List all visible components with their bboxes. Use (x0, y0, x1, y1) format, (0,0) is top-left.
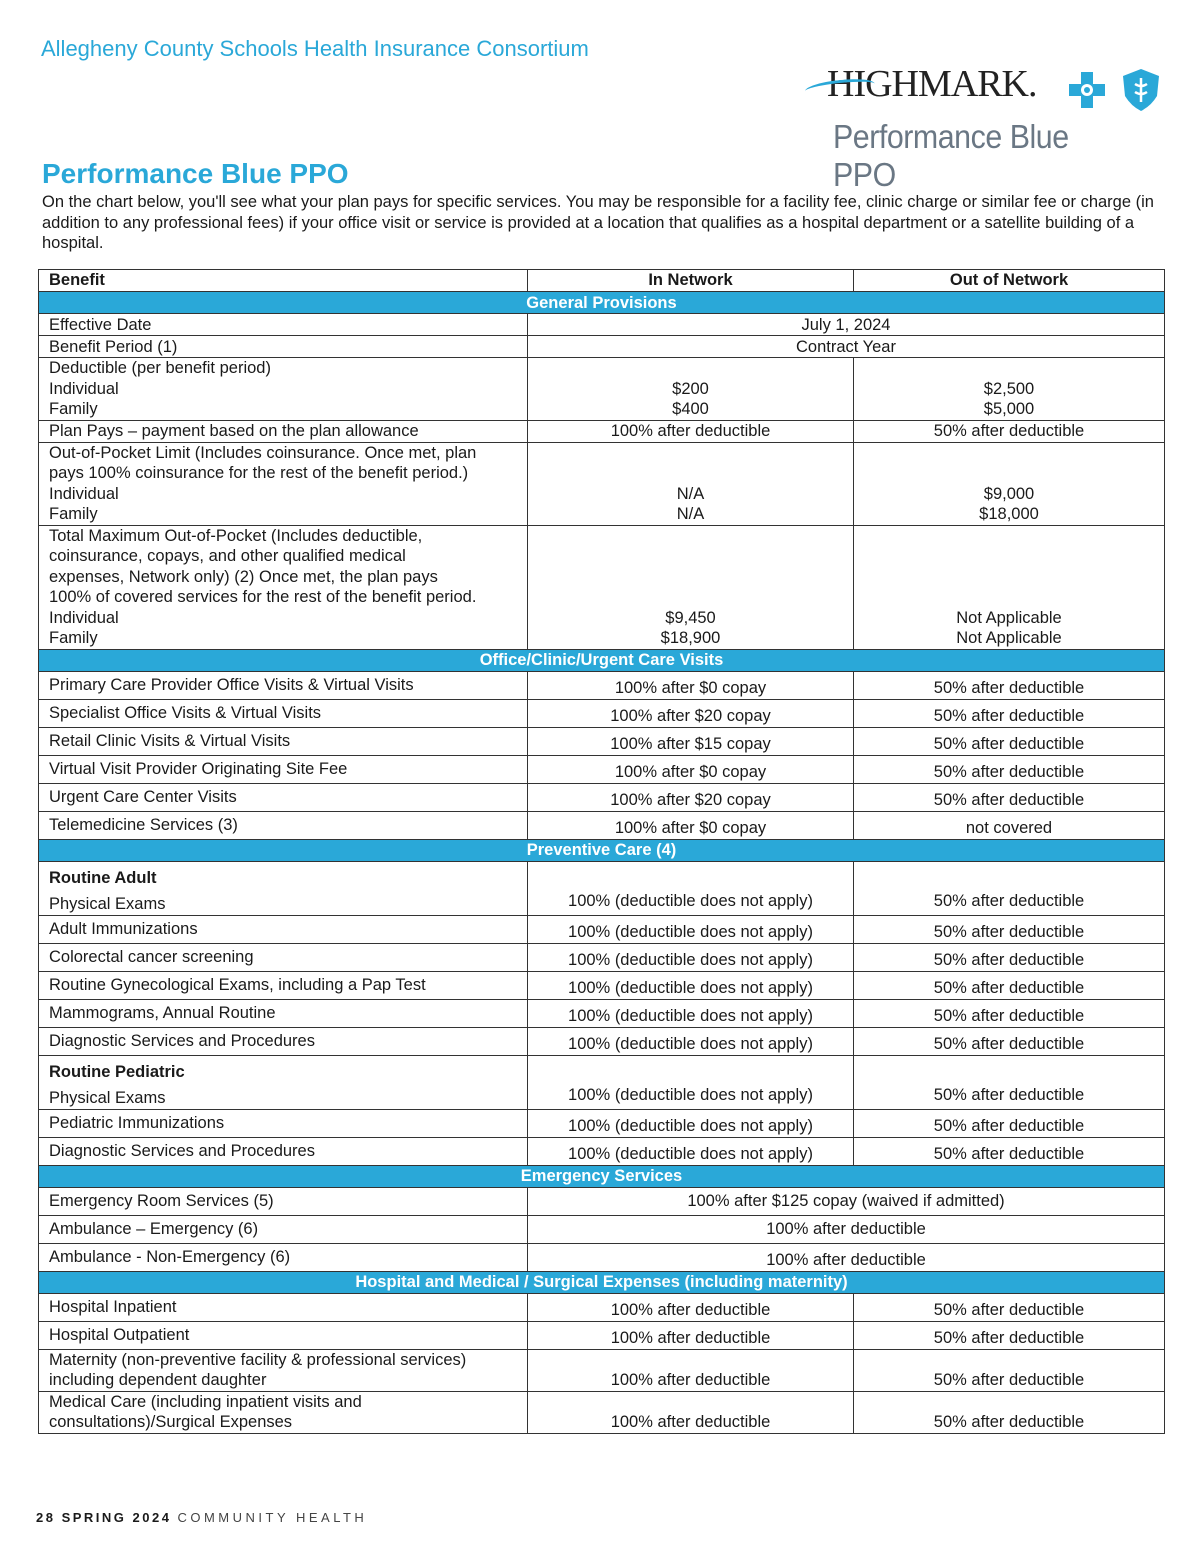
logo-subtitle: Performance Blue PPO (833, 118, 1069, 193)
plan-pays-in-network: 100% after deductible (528, 420, 854, 442)
benefit-label: Diagnostic Services and Procedures (39, 1137, 528, 1165)
out-network-value: 50% after deductible (854, 1055, 1165, 1109)
out-network-value: 50% after deductible (854, 1293, 1165, 1321)
header-benefit: Benefit (39, 270, 528, 292)
benefit-label: Diagnostic Services and Procedures (39, 1027, 528, 1055)
benefit-label: Adult Immunizations (39, 915, 528, 943)
footer-issue: 28 SPRING 2024 (36, 1510, 172, 1525)
out-network-value: 50% after deductible (854, 1391, 1165, 1433)
out-network-value: 50% after deductible (854, 943, 1165, 971)
effective-date-value: July 1, 2024 (528, 314, 1165, 336)
benefit-label: Pediatric Immunizations (39, 1109, 528, 1137)
combined-value: 100% after deductible (528, 1215, 1165, 1243)
benefit-label: Ambulance – Emergency (6) (39, 1215, 528, 1243)
benefit-period-value: Contract Year (528, 336, 1165, 358)
out-network-value: 50% after deductible (854, 999, 1165, 1027)
section-preventive-care: Preventive Care (4) (39, 839, 1165, 861)
in-network-value: 100% (deductible does not apply) (528, 915, 854, 943)
logo-wordmark: HIGHMARK. (827, 62, 1037, 106)
in-network-value: 100% after $0 copay (528, 811, 854, 839)
table-row (39, 1109, 1165, 1137)
benefit-label: Retail Clinic Visits & Virtual Visits (39, 727, 528, 755)
in-network-value: 100% (deductible does not apply) (528, 999, 854, 1027)
benefit-label: Mammograms, Annual Routine (39, 999, 528, 1027)
table-row (39, 943, 1165, 971)
out-network-value: 50% after deductible (854, 699, 1165, 727)
out-network-value: 50% after deductible (854, 1349, 1165, 1391)
in-network-value: 100% after deductible (528, 1293, 854, 1321)
out-of-pocket-label: Out-of-Pocket Limit (Includes coinsurance. Once met, plan pays 100% coinsurance for the rest of the benefit period.) Individual Family (39, 442, 528, 525)
header-out-network: Out of Network (854, 270, 1165, 292)
out-network-value: 50% after deductible (854, 915, 1165, 943)
highmark-logo (805, 58, 1165, 193)
deductible-out-network: $2,500 $5,000 (854, 358, 1165, 421)
page-footer (36, 1510, 367, 1525)
in-network-value: 100% after $15 copay (528, 727, 854, 755)
table-row (39, 1137, 1165, 1165)
in-network-value: 100% after deductible (528, 1321, 854, 1349)
page-title: Performance Blue PPO (42, 158, 349, 189)
table-row (39, 811, 1165, 839)
benefit-label: Hospital Inpatient (39, 1293, 528, 1321)
table-row (39, 861, 1165, 915)
table-row (39, 999, 1165, 1027)
total-max-oop-row (39, 525, 1165, 649)
section-office-visits: Office/Clinic/Urgent Care Visits (39, 649, 1165, 671)
out-network-value: 50% after deductible (854, 1321, 1165, 1349)
header-in-network: In Network (528, 270, 854, 292)
table-row (39, 1293, 1165, 1321)
in-network-value: 100% after $0 copay (528, 755, 854, 783)
out-network-value: 50% after deductible (854, 671, 1165, 699)
in-network-value: 100% after $0 copay (528, 671, 854, 699)
table-row (39, 1391, 1165, 1433)
footer-magazine: COMMUNITY HEALTH (177, 1510, 368, 1525)
in-network-value: 100% after $20 copay (528, 783, 854, 811)
blue-shield-icon (1121, 68, 1161, 112)
in-network-value: 100% (deductible does not apply) (528, 1055, 854, 1109)
table-row (39, 1243, 1165, 1271)
table-row (39, 755, 1165, 783)
benefit-label: Urgent Care Center Visits (39, 783, 528, 811)
blue-cross-icon (1069, 72, 1105, 108)
table-row (39, 1215, 1165, 1243)
table-row (39, 314, 1165, 336)
section-general-provisions: General Provisions (39, 292, 1165, 314)
out-network-value: 50% after deductible (854, 861, 1165, 915)
maternity-label: Maternity (non-preventive facility & professional services) including dependent daughter (39, 1349, 528, 1391)
table-row (39, 671, 1165, 699)
in-network-value: 100% after deductible (528, 1349, 854, 1391)
benefit-label: Primary Care Provider Office Visits & Virtual Visits (39, 671, 528, 699)
table-row (39, 336, 1165, 358)
deductible-row (39, 358, 1165, 421)
out-network-value: 50% after deductible (854, 755, 1165, 783)
combined-value: 100% after deductible (528, 1243, 1165, 1271)
benefit-label: Hospital Outpatient (39, 1321, 528, 1349)
out-network-value: 50% after deductible (854, 783, 1165, 811)
table-row (39, 1349, 1165, 1391)
table-row (39, 971, 1165, 999)
table-header-row (39, 270, 1165, 292)
plan-pays-out-network: 50% after deductible (854, 420, 1165, 442)
out-network-value: 50% after deductible (854, 971, 1165, 999)
effective-date-label: Effective Date (39, 314, 528, 336)
out-of-pocket-row (39, 442, 1165, 525)
in-network-value: 100% after $20 copay (528, 699, 854, 727)
section-hospital-medical: Hospital and Medical / Surgical Expenses (including maternity) (39, 1271, 1165, 1293)
in-network-value: 100% after deductible (528, 1391, 854, 1433)
medical-care-label: Medical Care (including inpatient visits and consultations)/Surgical Expenses (39, 1391, 528, 1433)
benefit-label: Colorectal cancer screening (39, 943, 528, 971)
table-row (39, 783, 1165, 811)
out-of-pocket-out-network: $9,000 $18,000 (854, 442, 1165, 525)
table-row (39, 1027, 1165, 1055)
intro-paragraph: On the chart below, you'll see what your plan pays for specific services. You may be responsible for a facility fee, clinic charge or similar fee or charge (in addition to any professional fees) if your office visit or service is provided at a location that qualifies as a hospital department or a satellite building of a hospital. (42, 193, 1154, 252)
in-network-value: 100% (deductible does not apply) (528, 861, 854, 915)
out-network-value: 50% after deductible (854, 1137, 1165, 1165)
out-network-value: 50% after deductible (854, 1109, 1165, 1137)
benefit-label: Routine Gynecological Exams, including a Pap Test (39, 971, 528, 999)
benefit-label: Telemedicine Services (3) (39, 811, 528, 839)
table-row (39, 699, 1165, 727)
in-network-value: 100% (deductible does not apply) (528, 971, 854, 999)
total-max-oop-label: Total Maximum Out-of-Pocket (Includes deductible, coinsurance, copays, and other qualified medical expenses, Network only) (2) Once met, the plan pays 100% of covered services for the rest of the benefit period. Individual Family (39, 525, 528, 649)
consortium-name: Allegheny County Schools Health Insurance Consortium (41, 36, 589, 61)
deductible-label: Deductible (per benefit period) Individual Family (39, 358, 528, 421)
out-network-value: not covered (854, 811, 1165, 839)
in-network-value: 100% (deductible does not apply) (528, 1027, 854, 1055)
combined-value: 100% after $125 copay (waived if admitted) (528, 1187, 1165, 1215)
deductible-in-network: $200 $400 (528, 358, 854, 421)
benefit-label: Virtual Visit Provider Originating Site Fee (39, 755, 528, 783)
out-network-value: 50% after deductible (854, 1027, 1165, 1055)
total-max-oop-in-network: $9,450 $18,900 (528, 525, 854, 649)
in-network-value: 100% (deductible does not apply) (528, 1109, 854, 1137)
routine-adult-label: Routine Adult Physical Exams (39, 861, 528, 915)
benefit-label: Ambulance - Non-Emergency (6) (39, 1243, 528, 1271)
table-row (39, 420, 1165, 442)
table-row (39, 915, 1165, 943)
out-of-pocket-in-network: N/A N/A (528, 442, 854, 525)
in-network-value: 100% (deductible does not apply) (528, 1137, 854, 1165)
table-row (39, 727, 1165, 755)
table-row (39, 1055, 1165, 1109)
routine-pediatric-label: Routine Pediatric Physical Exams (39, 1055, 528, 1109)
out-network-value: 50% after deductible (854, 727, 1165, 755)
table-row (39, 1321, 1165, 1349)
benefit-label: Specialist Office Visits & Virtual Visits (39, 699, 528, 727)
total-max-oop-out-network: Not Applicable Not Applicable (854, 525, 1165, 649)
table-row (39, 1187, 1165, 1215)
benefit-period-label: Benefit Period (1) (39, 336, 528, 358)
in-network-value: 100% (deductible does not apply) (528, 943, 854, 971)
plan-pays-label: Plan Pays – payment based on the plan allowance (39, 420, 528, 442)
benefit-label: Emergency Room Services (5) (39, 1187, 528, 1215)
benefits-table (38, 269, 1165, 1434)
section-emergency-services: Emergency Services (39, 1165, 1165, 1187)
